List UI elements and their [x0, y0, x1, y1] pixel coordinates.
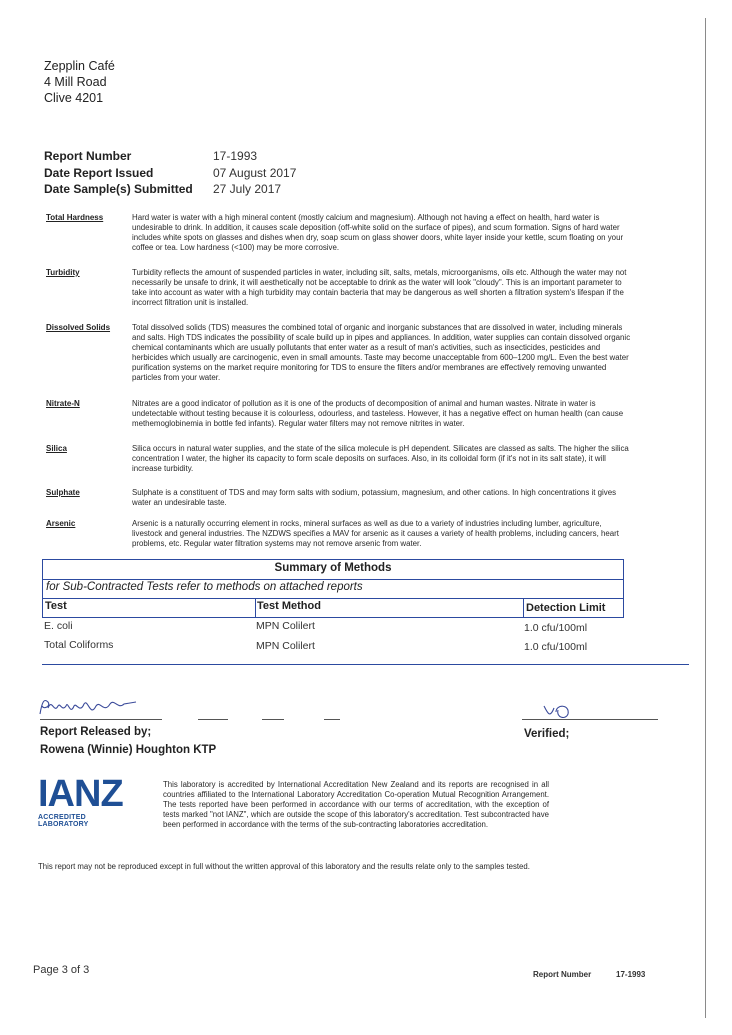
- customer-city: Clive 4201: [44, 91, 104, 105]
- address-block: [44, 58, 115, 106]
- date-submitted-label: Date Sample(s) Submitted: [44, 182, 193, 196]
- page-number: Page 3 of 3: [33, 964, 90, 976]
- column-divider: [255, 599, 256, 617]
- methods-title: Summary of Methods: [274, 562, 392, 574]
- glossary-term: Silica: [46, 444, 67, 453]
- glossary-text: Silica occurs in natural water supplies, and the state of the silica molecule is pH dependent. Silicates are classed as salts. The higher the silica concentration I water, the higher its capacity to form scale deposits on surfaces. Also, in its colloidal form (if it's not in its salt state), it will increase turbidity.: [132, 444, 629, 474]
- date-issued-value: 07 August 2017: [213, 165, 297, 180]
- result-method: MPN Colilert: [256, 640, 315, 652]
- report-number-value: 17-1993: [213, 149, 258, 163]
- glossary-term: Sulphate: [46, 488, 80, 497]
- verified-label: Verified;: [524, 728, 570, 740]
- methods-summary-box: [42, 559, 624, 618]
- result-limit: 1.0 cfu/100ml: [524, 622, 588, 634]
- footer-report-label: Report Number: [533, 970, 592, 979]
- report-info: [44, 148, 296, 198]
- report-number-row: [44, 148, 296, 165]
- glossary-text: Nitrates are a good indicator of pollution as it is one of the products of decomposition of animal and human wastes. Nitrate in water is undetectable without testing because it is colourless, odourless, and tasteless. However, it has a negative effect on human health (can cause methemoglobinemia in bottle fed infants). Regular water filters may not remove nitrites in water.: [132, 399, 624, 429]
- result-limit: 1.0 cfu/100ml: [524, 641, 588, 653]
- logo-text: IANZ: [38, 773, 123, 815]
- result-method: MPN Colilert: [256, 620, 315, 632]
- column-divider: [523, 599, 524, 617]
- result-test: E. coli: [44, 620, 73, 632]
- glossary-term: Dissolved Solids: [46, 323, 111, 332]
- signature-line: [40, 719, 162, 720]
- methods-subtitle: for Sub-Contracted Tests refer to methods on attached reports: [46, 581, 363, 593]
- header-test: Test: [45, 600, 67, 612]
- released-by-label: Report Released by;: [40, 726, 152, 738]
- section-rule: [42, 664, 689, 665]
- glossary-text: Total dissolved solids (TDS) measures the combined total of organic and inorganic substances that are dissolved in water, including minerals and salts. High TDS indicates the possibility of scale build up in pipes and appliances. In addition, water supplies can contain dissolved organic chemical contaminants which are usually pollutants that enter water as a result of man's activities, such as insecticides, pesticides and herbicides which usually are carcinogenic, even in small amounts. Taste may become unacceptable from 600–1200 mg/L. Even the best water purification systems on the market require monitoring for TDS to ensure the filters and/or membranes are effectively removing unwanted particles from your water.: [132, 323, 631, 383]
- footer-report-value: 17-1993: [616, 970, 646, 979]
- signature-line: [324, 719, 340, 720]
- result-test: Total Coliforms: [44, 639, 114, 651]
- glossary-text: Hard water is water with a high mineral content (mostly calcium and magnesium). Although not having a effect on health, hard water is undesirable to drink. In addition, it causes scale deposition (off-white solid on the surface of pipes), and scum formation. Signs of hard water includes white spots on glasses and dishes when dry, soap scum on glass shower doors, white layer inside your kettle, scum floating on your coffee or tea. Low hardness (<100) may be more corrosive.: [132, 213, 624, 253]
- date-submitted-value: 27 July 2017: [213, 182, 282, 196]
- glossary-term: Total Hardness: [46, 213, 104, 222]
- date-issued-label: Date Report Issued: [44, 165, 154, 180]
- date-issued-row: [44, 165, 296, 182]
- report-number-label: Report Number: [44, 149, 132, 163]
- customer-street: 4 Mill Road: [44, 75, 107, 89]
- glossary-term: Turbidity: [46, 268, 80, 277]
- signature-line: [198, 719, 228, 720]
- glossary-term: Arsenic: [46, 519, 76, 528]
- glossary-text: Turbidity reflects the amount of suspended particles in water, including silt, salts, metals, microorganisms, oils etc. Although the water may not necessarily be unsafe to drink, it will aesthetically not be acceptable to drink as the water will look "cloudy". This is an important parameter to take into account as water with a high turbidity may contain bacteria that may be dangerous as well shorten a filtration system's lifespan if the incorrect filtration unit is installed.: [132, 268, 627, 308]
- signature-line: [522, 719, 658, 720]
- disclaimer: This report may not be reproduced except in full without the written approval of this laboratory and the results relate only to the samples tested.: [38, 862, 530, 871]
- released-by-name: Rowena (Winnie) Houghton KTP: [40, 744, 217, 756]
- divider: [43, 579, 623, 580]
- glossary-text: Sulphate is a constituent of TDS and may form salts with sodium, potassium, magnesium, and other cations. In high concentrations it gives water an undesirable taste.: [132, 488, 617, 508]
- glossary-text: Arsenic is a naturally occurring element in rocks, mineral surfaces as well as due to a variety of industries including lumber, agriculture, livestock and general industries. The NZDWS specifies a MAV for arsenic as it causes a variety of health problems, including cancers, heart problems, etc. Regular water filtration systems may not remove arsenic from water.: [132, 519, 619, 549]
- customer-name: Zepplin Café: [44, 59, 115, 73]
- logo-subtext: ACCREDITED LABORATORY: [38, 814, 89, 828]
- page-edge: [705, 18, 706, 1018]
- header-detection-limit: Detection Limit: [526, 602, 606, 614]
- header-test-method: Test Method: [257, 600, 321, 612]
- date-submitted-row: [44, 181, 296, 198]
- signature-line: [262, 719, 284, 720]
- divider: [43, 598, 623, 599]
- accreditation-statement: This laboratory is accredited by International Accreditation New Zealand and its reports are recognised in all countries affiliated to the International Laboratory Accreditation Co-operation Mutual Recognition Arrangement. The tests reported have been performed in accordance with our terms of accreditation, with the exception of tests marked "not IANZ", which are outside the scope of this laboratory's accreditation. Test subcontracted have been performed in accordance with the terms of the sub-contracting laboratories accreditation.: [163, 780, 549, 830]
- glossary-term: Nitrate-N: [46, 399, 80, 408]
- ianz-logo: [38, 775, 138, 828]
